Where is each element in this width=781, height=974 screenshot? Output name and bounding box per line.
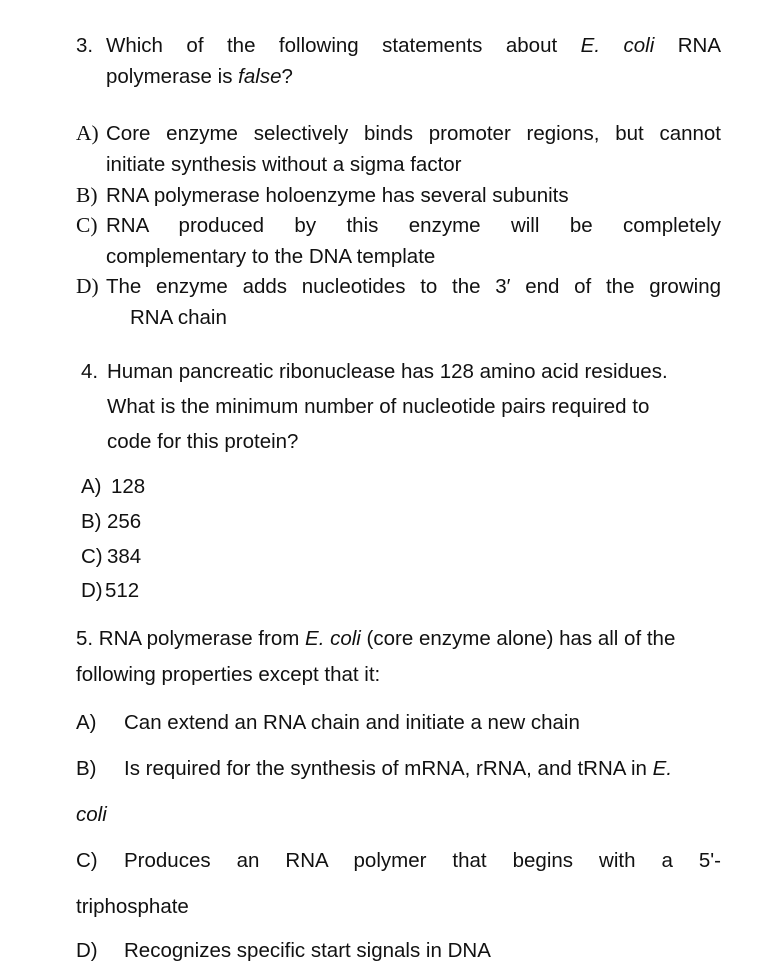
question-4-option-c: C) 384 [81,545,142,568]
question-4-option-b: B) 256 [81,510,142,533]
question-3-option-a: A) Core enzyme selectively binds promoter regions, but cannot initiate synthesis without a sigma factor [76,121,721,176]
question-5-stem-line-1: 5. RNA polymerase from E. coli (core enzyme alone) has all of the [76,627,676,650]
question-4 [81,354,721,459]
question-5-option-c: C) Produces an RNA polymer that begins with a 5'- triphosphate [76,849,721,918]
question-5-option-b: B) Is required for the synthesis of mRNA, rRNA, and tRNA in E. coli [76,757,673,826]
question-4-number: 4. [81,360,99,383]
question-5-option-d: D) Recognizes specific start signals in DNA [76,939,491,962]
question-4-option-d: D) 512 [81,579,140,602]
question-5-stem-line-2: following properties except that it: [76,663,381,686]
question-5-option-a: A) Can extend an RNA chain and initiate a new chain [76,711,580,734]
question-3 [76,30,721,92]
question-4-stem: Human pancreatic ribonuclease has 128 amino acid residues. What is the minimum number of nucleotide pairs required to code for this protein? [107,360,668,453]
question-3-option-d: D) The enzyme adds nucleotides to the 3′ end of the growing RNA chain [76,274,721,329]
question-3-number: 3. [76,34,94,57]
question-3-stem: Which of the following statements about E. coli RNA polymerase is false? [106,34,722,88]
question-5 [76,621,721,693]
question-3-option-b: B) RNA polymerase holoenzyme has several subunits [76,183,569,207]
question-4-option-a: A) 128 [81,475,146,498]
question-3-option-c: C) RNA produced by this enzyme will be completely complementary to the DNA template [76,213,721,268]
